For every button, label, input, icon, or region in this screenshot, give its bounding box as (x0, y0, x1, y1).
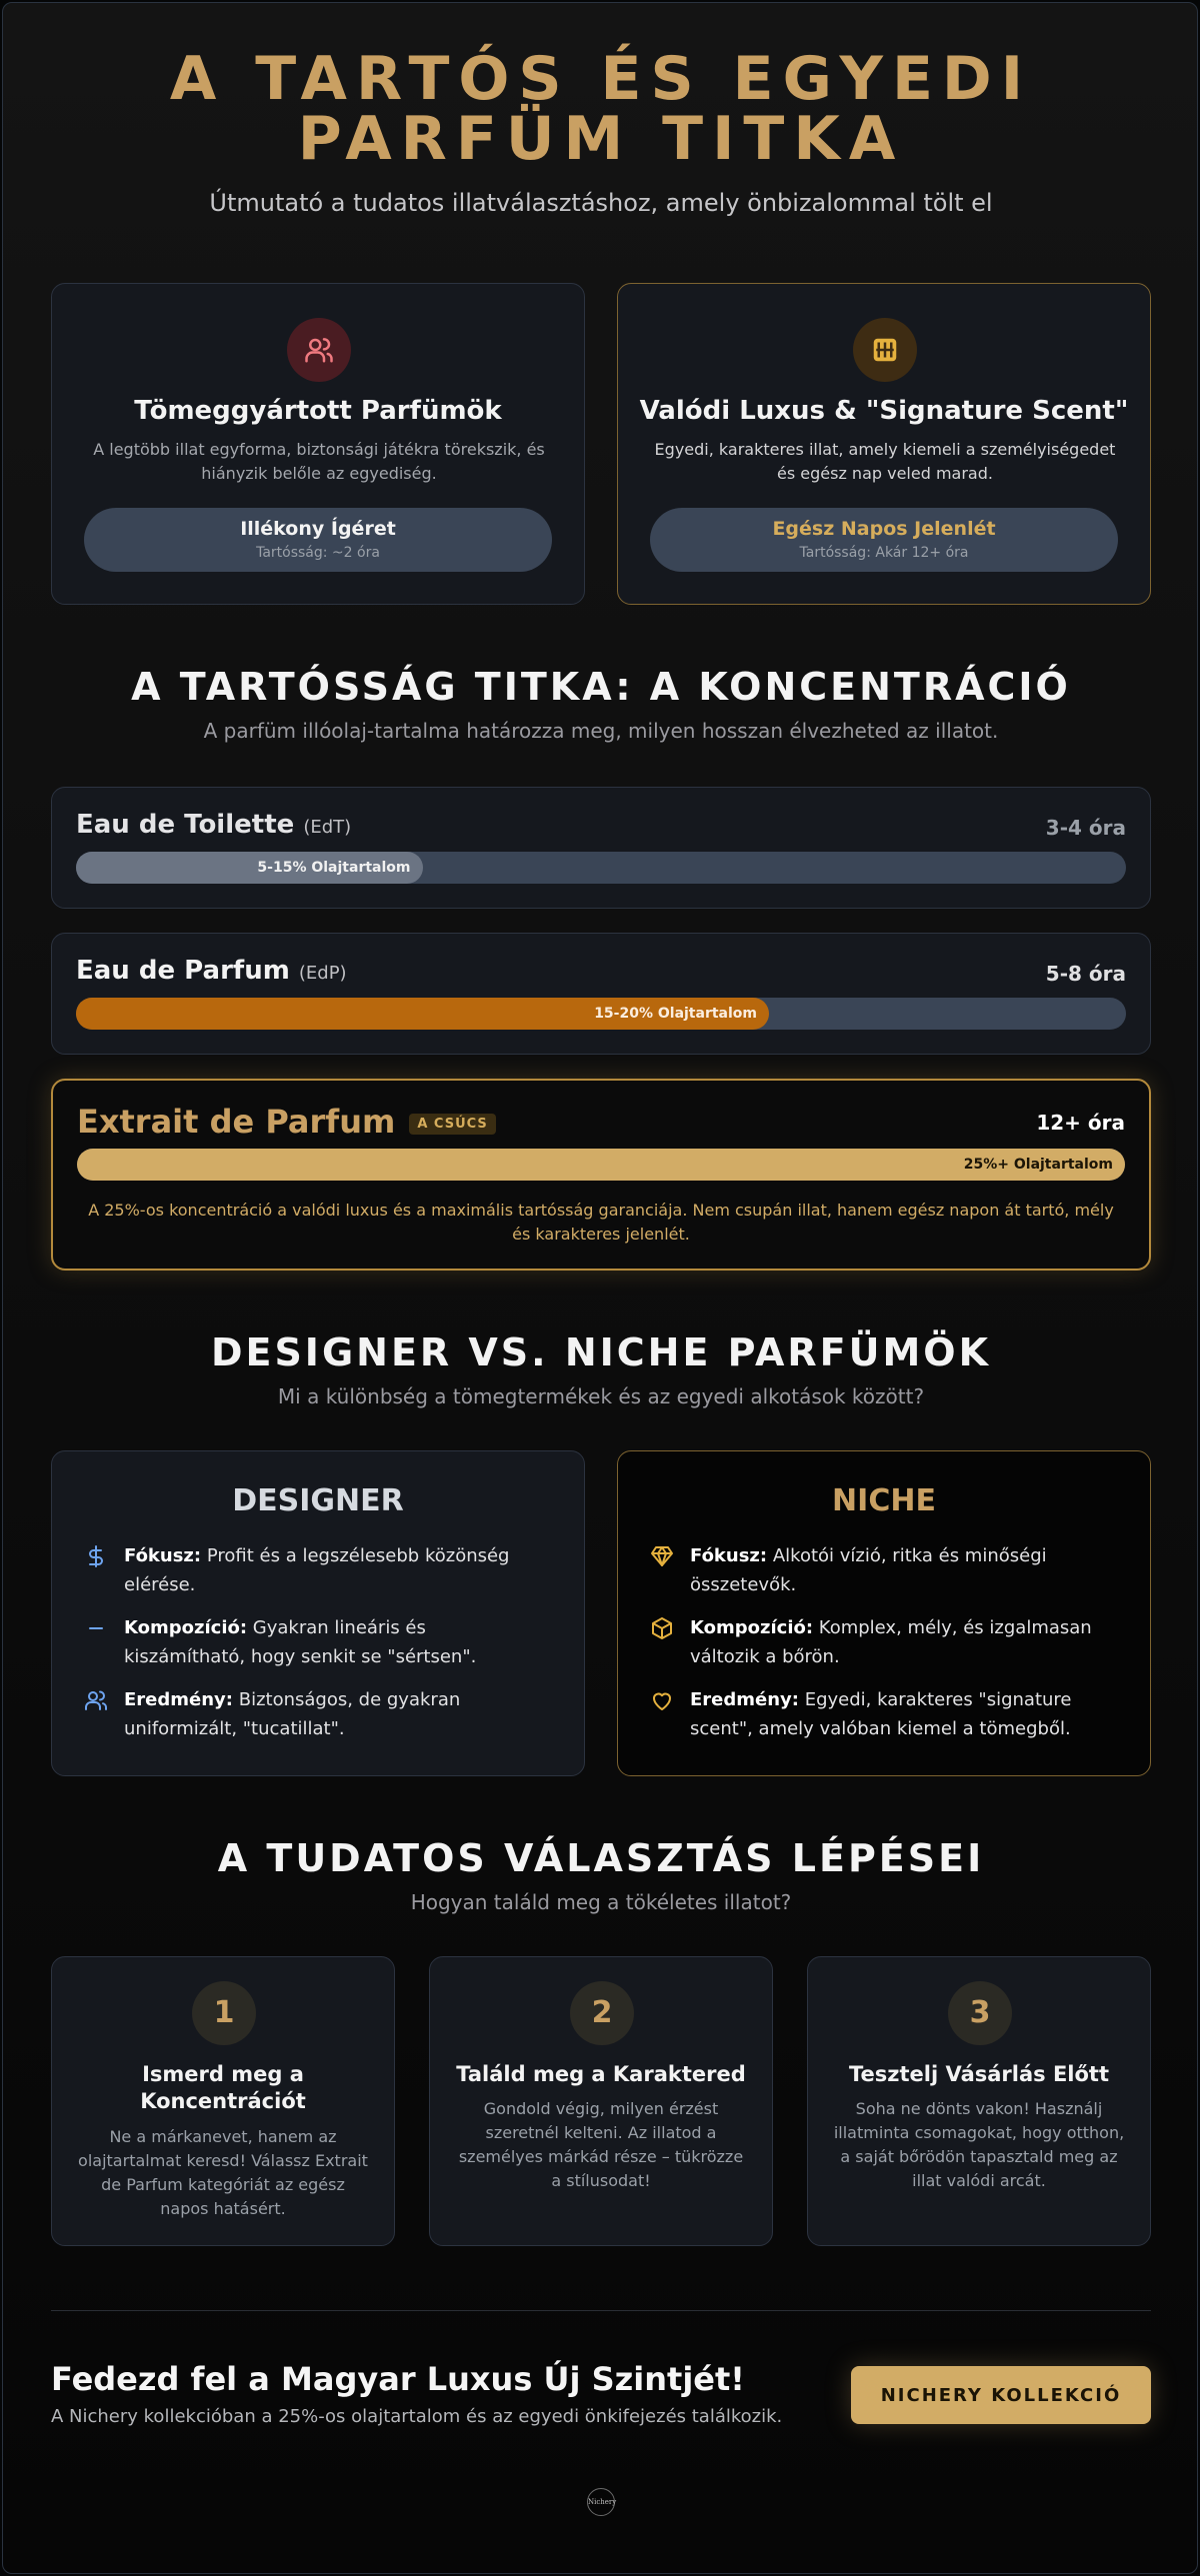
step-desc-3-line2: illatminta csomagokat, hogy otthon, (833, 2123, 1125, 2142)
step-number-3: 3 (948, 1981, 1012, 2045)
mass-pill-sub: Tartósság: ~2 óra (256, 545, 380, 561)
step-title-3: Tesztelj Vásárlás Előtt (848, 2062, 1110, 2086)
niche-composition-label: Kompozíció: (690, 1617, 814, 1638)
mass-perfume-card (51, 283, 585, 605)
niche-focus-label: Fókusz: (690, 1545, 768, 1566)
mass-card-desc: A legtöbb illat egyforma, biztonsági játékra törekszik, és hiányzik belőle az egyediség. (93, 440, 545, 483)
designer-niche-title: DESIGNER VS. NICHE PARFÜMÖK (210, 1330, 992, 1374)
luxury-card-pill (650, 508, 1118, 572)
niche-composition-text: Komplex, mély, és izgalmasan változik a bőrön. (690, 1617, 1092, 1667)
section-divider (51, 2310, 1151, 2311)
step-card-1 (51, 1956, 395, 2246)
step-desc-2-line2: szeretnél kelteni. Az illatod a (485, 2123, 717, 2142)
niche-focus-text: Alkotói vízió, ritka és minőségi összetevők. (690, 1545, 1047, 1595)
designer-focus-label: Fókusz: (124, 1545, 202, 1566)
step-number-1: 1 (192, 1981, 256, 2045)
extrait-name-text: Extrait de Parfum (77, 1103, 396, 1141)
extrait-note: A 25%-os koncentráció a valódi luxus és a maximális tartósság garanciája. Nem csupán illat, hanem egész napon át tartó, mély és karakteres jelenlét. (88, 1201, 1114, 1244)
step-desc-1-line2: olajtartalmat keresd! Válassz Extrait (78, 2151, 368, 2170)
mass-card-title: Tömeggyártott Parfümök (134, 396, 502, 426)
hero-title-line1: A TARTÓS ÉS EGYEDI (169, 44, 1033, 114)
edt-track (76, 852, 1126, 884)
edp-card (51, 933, 1151, 1055)
bars-icon (853, 318, 917, 382)
edp-fill: 15-20% Olajtartalom (76, 998, 769, 1030)
users-icon (287, 318, 351, 382)
steps-subtitle: Hogyan találd meg a tökéletes illatot? (410, 1890, 792, 1914)
cta-title: Fedezd fel a Magyar Luxus Új Szintjét! (51, 2360, 745, 2398)
step-desc-2-line3: személyes márkád része – tükrözze (458, 2147, 744, 2166)
edt-card (51, 787, 1151, 909)
cta-subtitle: A Nichery kollekcióban a 25%-os olajtartalom és az egyedi önkifejezés találkozik. (51, 2406, 783, 2427)
nichery-collection-button[interactable]: NICHERY KOLLEKCIÓ (851, 2366, 1151, 2424)
luxury-pill-sub: Tartósság: Akár 12+ óra (799, 545, 969, 561)
designer-niche-subtitle: Mi a különbség a tömegtermékek és az egyedi alkotások között? (277, 1384, 925, 1408)
extrait-track (77, 1149, 1125, 1181)
designer-focus-text: Profit és a legszélesebb közönség elérése. (124, 1545, 510, 1595)
designer-heading: DESIGNER (232, 1483, 404, 1518)
extrait-card (51, 1079, 1151, 1271)
step-desc-2-line1: Gondold végig, milyen érzést (483, 2099, 719, 2118)
designer-card (51, 1450, 585, 1776)
hero-title (3, 44, 1198, 174)
edt-hours: 3-4 óra (1045, 816, 1126, 840)
extrait-badge: A CSÚCS (409, 1114, 495, 1135)
designer-composition-label: Kompozíció: (124, 1617, 248, 1638)
edp-abbr: (EdP) (298, 963, 347, 984)
mass-pill-title: Illékony Ígéret (240, 518, 396, 540)
edp-name (76, 956, 347, 986)
hero-title-line2: PARFÜM TITKA (297, 104, 905, 174)
designer-result-label: Eredmény: (124, 1689, 233, 1710)
step-desc-2 (430, 2097, 772, 2193)
edt-abbr: (EdT) (303, 817, 352, 838)
designer-composition-text: Gyakran lineáris és kiszámítható, hogy senkit se "sértsen". (124, 1617, 477, 1667)
niche-result-label: Eredmény: (690, 1689, 799, 1710)
heart-icon (650, 1688, 674, 1712)
step-number-2: 2 (570, 1981, 634, 2045)
edt-name-text: Eau de Toilette (76, 810, 295, 840)
hero-subtitle: Útmutató a tudatos illatválasztáshoz, amely önbizalommal tölt el (209, 189, 993, 217)
edp-name-text: Eau de Parfum (76, 956, 290, 986)
step-title-1-line1: Ismerd meg a (142, 2062, 304, 2086)
edt-name (76, 810, 351, 840)
gem-icon (650, 1544, 674, 1568)
step-title-1-line2: Koncentrációt (140, 2089, 306, 2113)
step-desc-3 (808, 2097, 1150, 2193)
page-frame (2, 2, 1198, 2574)
step-title-2: Találd meg a Karaktered (456, 2062, 746, 2086)
step-desc-1-line1: Ne a márkanevet, hanem az (109, 2127, 337, 2146)
cube-icon (650, 1616, 674, 1640)
mass-card-pill (84, 508, 552, 572)
footer-logo[interactable]: Nichery (587, 2488, 615, 2516)
luxury-card-title: Valódi Luxus & "Signature Scent" (639, 396, 1129, 426)
step-card-3 (807, 1956, 1151, 2246)
luxury-pill-title: Egész Napos Jelenlét (772, 518, 996, 540)
step-desc-1 (52, 2125, 394, 2221)
edp-track (76, 998, 1126, 1030)
concentration-title: A TARTÓSSÁG TITKA: A KONCENTRÁCIÓ (131, 665, 1071, 709)
designer-result-text: Biztonságos, de gyakran uniformizált, "tucatillat". (124, 1689, 461, 1739)
users-icon (84, 1688, 108, 1712)
step-desc-3-line3: a saját bőrödön tapasztald meg az (840, 2147, 1118, 2166)
niche-result-text: Egyedi, karakteres "signature scent", amely valóban kiemel a tömegből. (690, 1689, 1072, 1739)
edt-fill: 5-15% Olajtartalom (76, 852, 423, 884)
edp-hours: 5-8 óra (1045, 962, 1126, 986)
step-desc-1-line3: de Parfum kategóriát az egész (101, 2175, 345, 2194)
steps-title: A TUDATOS VÁLASZTÁS LÉPÉSEI (217, 1836, 985, 1880)
niche-card (617, 1450, 1151, 1776)
luxury-card-desc: Egyedi, karakteres illat, amely kiemeli a személyiségedet és egész nap veled marad. (654, 440, 1116, 483)
minus-icon (84, 1616, 108, 1640)
niche-heading: NICHE (832, 1483, 936, 1518)
step-desc-3-line1: Soha ne dönts vakon! Használj (855, 2099, 1103, 2118)
step-desc-1-line4: napos hatásért. (160, 2199, 286, 2218)
step-desc-2-line4: a stílusodat! (551, 2171, 651, 2190)
step-title-1 (52, 2061, 394, 2115)
extrait-fill: 25%+ Olajtartalom (77, 1149, 1125, 1181)
extrait-hours: 12+ óra (1036, 1111, 1125, 1135)
dollar-icon (84, 1544, 108, 1568)
step-card-2 (429, 1956, 773, 2246)
concentration-subtitle: A parfüm illóolaj-tartalma határozza meg, milyen hosszan élvezheted az illatot. (203, 719, 999, 743)
extrait-name (77, 1103, 496, 1141)
luxury-scent-card (617, 283, 1151, 605)
step-desc-3-line4: illat valódi arcát. (912, 2171, 1046, 2190)
